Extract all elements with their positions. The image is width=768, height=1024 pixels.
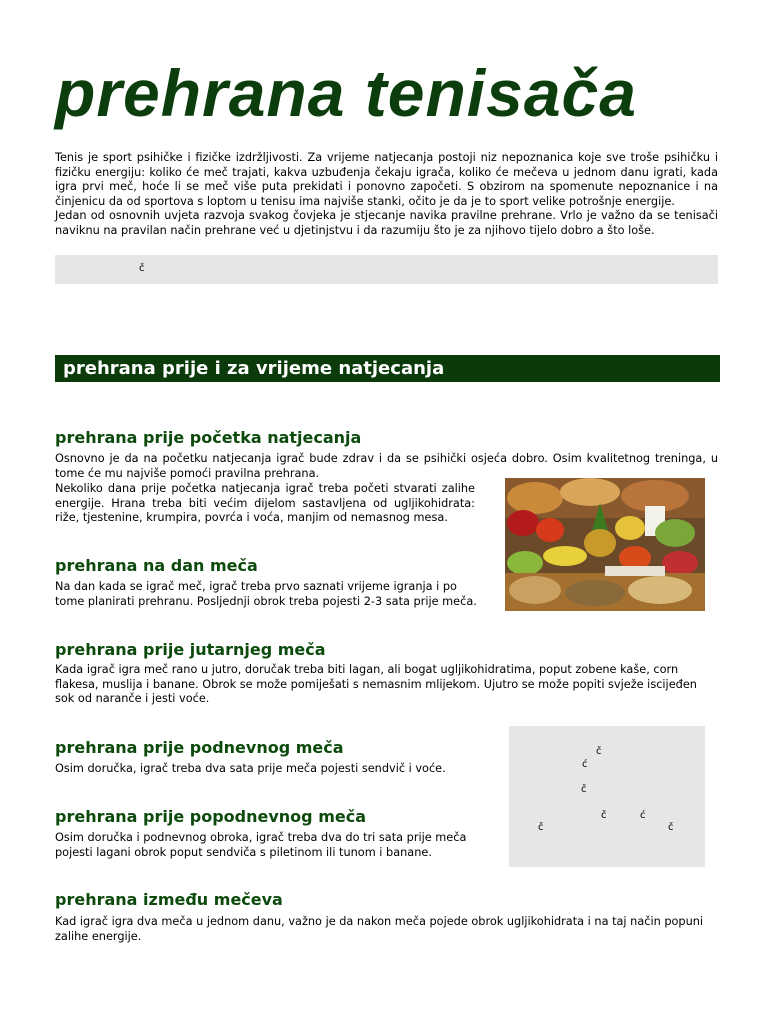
section-text: Osnovno je da na početku natjecanja igrač bude zdrav i da se psihički osjeća dobro. Osim kvalitetnog treninga, u tome će mu najviše pomoći pravilna prehrana. — [55, 452, 718, 480]
section-heading: prehrana na dan meča — [55, 556, 258, 575]
page-title: prehrana tenisača — [55, 56, 637, 130]
image-placeholder-box — [509, 726, 705, 867]
section-text: Na dan kada se igrač meč, igrač treba prvo saznati vrijeme igranja i po tome planirati prehranu. Posljednji obrok treba pojesti 2-3 sata prije meča. — [55, 580, 477, 608]
placeholder-char: č — [668, 822, 674, 833]
section-heading: prehrana prije popodnevnog meča — [55, 807, 366, 826]
placeholder-char: č — [601, 810, 607, 821]
food-image — [505, 478, 705, 611]
intro-text-2: Jedan od osnovnih uvjeta razvoja svakog čovjeka je stjecanje navika pravilne prehrane. Vrlo je važno da se tenisači naviknu na pravilan način prehrane već u djetinjstvu i da razumiju što je za njihovo tijelo dobro a što loše. — [55, 209, 718, 237]
section-banner: prehrana prije i za vrijeme natjecanja — [55, 355, 720, 382]
section-heading: prehrana prije jutarnjeg meča — [55, 640, 326, 659]
placeholder-box — [55, 255, 718, 284]
section-text: Osim doručka, igrač treba dva sata prije meča pojesti sendvič i voće. — [55, 762, 446, 775]
section-heading: prehrana prije početka natjecanja — [55, 428, 362, 447]
placeholder-char: ć — [582, 759, 588, 770]
food-illustration — [505, 478, 705, 611]
placeholder-char: č — [538, 822, 544, 833]
section-heading: prehrana prije podnevnog meča — [55, 738, 344, 757]
section-heading: prehrana između mečeva — [55, 890, 283, 909]
intro-paragraph — [55, 151, 718, 239]
placeholder-char: č — [581, 784, 587, 795]
section-text: Nekoliko dana prije početka natjecanja igrač treba početi stvarati zalihe energije. Hrana treba biti većim dijelom sastavljena od ugljikohidrata: riže, tjestenine, krumpira, povrća i voća, manjim od nemasnog mesa. — [55, 482, 475, 525]
placeholder-char: č — [139, 263, 145, 274]
section-text: Kad igrač igra dva meča u jednom danu, važno je da nakon meča pojede obrok ugljikohidrata i na taj način popuni zalihe energije. — [55, 915, 704, 943]
section-text: Osim doručka i podnevnog obroka, igrač treba dva do tri sata prije meča pojesti lagani obrok poput sendviča s piletinom ili tunom i banane. — [55, 831, 467, 859]
section-text: Kada igrač igra meč rano u jutro, doručak treba biti lagan, ali bogat ugljikohidratima, poput zobene kaše, corn flakesa, muslija i banane. Obrok se može pomiješati s nemasnim mlijekom. Ujutro se može popiti svježe iscijeđen sok od naranče i jesti voće. — [55, 663, 697, 706]
placeholder-char: ć — [640, 810, 646, 821]
intro-text: Tenis je sport psihičke i fizičke izdržljivosti. Za vrijeme natjecanja postoji niz nepoznanica koje sve troše psihičku i fizičku energiju: koliko će meč trajati, kakva uzbuđenja čekaju igrača, koliko će mečeva u jednom danu igrati, kada igra prvi meč, hoće li se meč više puta prekidati i ponovno započeti. S obzirom na spomenute nepoznanice i na činjenicu da od sportova s loptom u tenisu ima najviše stanki, očito je da je to sport velike potrošnje energije. — [55, 151, 718, 208]
placeholder-char: č — [596, 746, 602, 757]
